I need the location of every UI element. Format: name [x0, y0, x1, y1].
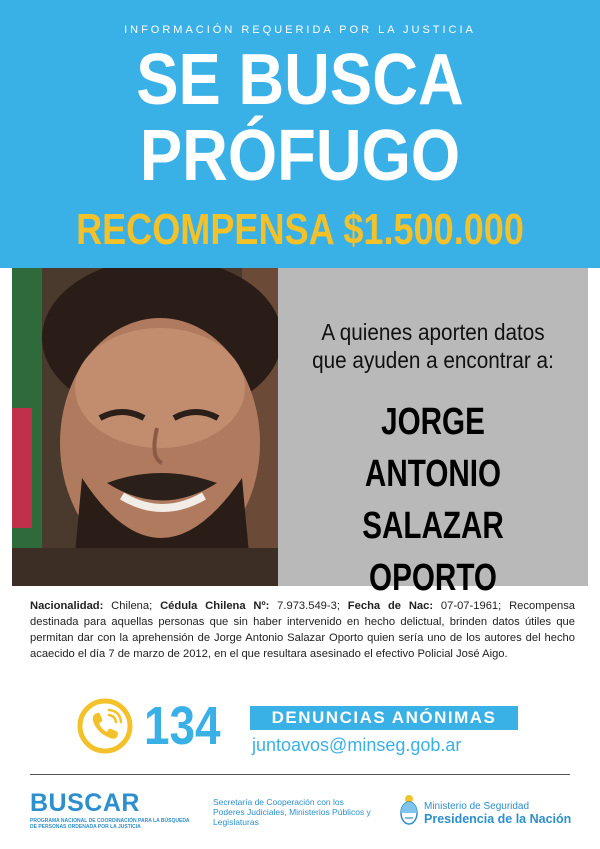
id-label: Cédula Chilena Nº:	[160, 600, 270, 612]
phone-icon	[76, 697, 134, 755]
buscar-logo: BUSCAR	[30, 789, 140, 817]
id-value: 7.973.549-3;	[269, 600, 348, 612]
suspect-photo	[12, 268, 278, 586]
contact-email-link[interactable]: juntoavos@minseg.gob.ar	[252, 735, 462, 755]
panel-lead-text	[294, 318, 573, 374]
hotline-number[interactable]: 134	[144, 696, 221, 756]
details-paragraph	[30, 598, 575, 662]
secretaria-text: Secretaría de Cooperación con los Poderes Judiciales, Ministerios Públicos y Legislaturas	[213, 797, 371, 827]
ministry-name: Ministerio de Seguridad	[424, 801, 530, 812]
headline-profugo: PRÓFUGO	[139, 116, 461, 196]
dob-label: Fecha de Nac:	[347, 600, 434, 612]
header-band	[0, 0, 600, 268]
reward-amount: RECOMPENSA $1.500.000	[76, 205, 524, 254]
suspect-name	[312, 396, 554, 604]
nationality-value: Chilena;	[103, 600, 161, 612]
suspect-name-line-1: JORGE ANTONIO	[364, 401, 502, 495]
nationality-label: Nacionalidad:	[30, 600, 104, 612]
presidency-name: Presidencia de la Nación	[424, 812, 572, 826]
panel-lead-line-1: A quienes aporten datos	[321, 319, 545, 345]
panel-lead-line-2: que ayuden a encontrar a:	[312, 347, 554, 373]
target-panel	[278, 268, 588, 599]
buscar-subtitle: PROGRAMA NACIONAL DE COORDINACIÓN PARA LA BÚSQUEDA DE PERSONAS ORDENADA POR LA JUSTICIA	[30, 818, 190, 830]
suspect-photo-illustration	[12, 268, 278, 586]
footer-divider	[30, 774, 570, 775]
headline-se-busca: SE BUSCA	[136, 40, 464, 120]
suspect-name-line-3: OPORTO	[369, 557, 497, 599]
header-kicker: INFORMACIÓN REQUERIDA POR LA JUSTICIA	[124, 24, 476, 36]
suspect-name-line-2: SALAZAR	[362, 505, 504, 547]
national-coat-of-arms-icon	[399, 794, 419, 826]
dob-value: 07-07-1961;	[433, 600, 502, 612]
anonymous-reports-banner: DENUNCIAS ANÓNIMAS	[250, 706, 518, 730]
details-body: Recompensa destinada para aquellas personas que sin haber intervenido en hecho delictual, brinden datos útiles que permitan dar con la aprehensión de Jorge Antonio Salazar Oporto quien sería uno de los autores del hecho acaecido el día 7 de marzo de 2012, en el que resultara asesinado el efectivo Policial José Aigo.	[30, 600, 576, 660]
